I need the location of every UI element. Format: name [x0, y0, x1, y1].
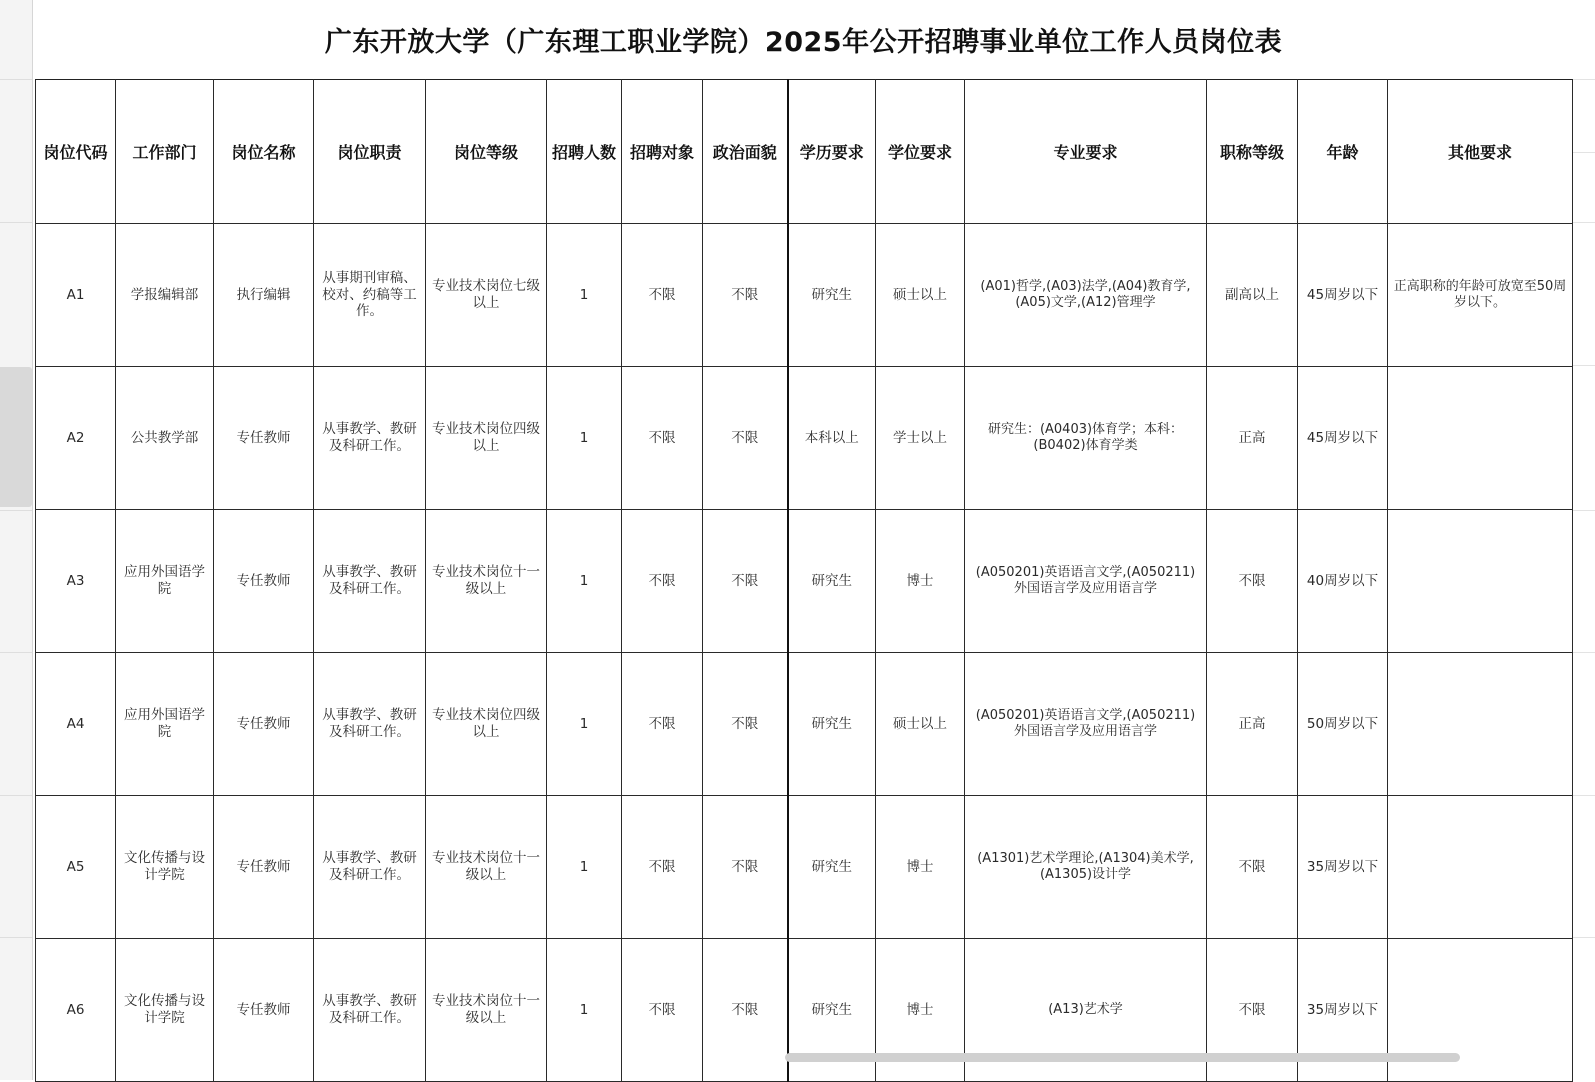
column-header[interactable]: 岗位代码: [36, 80, 116, 224]
cell-headcount[interactable]: 1: [547, 224, 622, 367]
cell-age[interactable]: 50周岁以下: [1298, 653, 1388, 796]
column-header[interactable]: 岗位名称: [214, 80, 314, 224]
table-row: [36, 224, 1573, 367]
cell-position-name[interactable]: 专任教师: [214, 796, 314, 939]
cell-title-level[interactable]: 正高: [1207, 653, 1298, 796]
rail-divider: [1572, 795, 1595, 796]
cell-position-name[interactable]: 专任教师: [214, 653, 314, 796]
cell-target[interactable]: 不限: [622, 796, 703, 939]
cell-target[interactable]: 不限: [622, 939, 703, 1082]
header-row: [36, 80, 1573, 224]
cell-degree[interactable]: 博士: [876, 796, 965, 939]
cell-education[interactable]: 研究生: [788, 653, 876, 796]
cell-other[interactable]: [1388, 653, 1573, 796]
cell-major[interactable]: (A1301)艺术学理论,(A1304)美术学,(A1305)设计学: [965, 796, 1207, 939]
rail-divider: [0, 510, 32, 511]
cell-duty[interactable]: 从事期刊审稿、校对、约稿等工作。: [314, 224, 426, 367]
rail-divider: [1572, 365, 1595, 366]
cell-position-code[interactable]: A6: [36, 939, 116, 1082]
cell-target[interactable]: 不限: [622, 367, 703, 510]
table-row: [36, 653, 1573, 796]
cell-position-code[interactable]: A2: [36, 367, 116, 510]
cell-political[interactable]: 不限: [703, 510, 788, 653]
cell-major[interactable]: 研究生：(A0403)体育学；本科：(B0402)体育学类: [965, 367, 1207, 510]
column-header[interactable]: 政治面貌: [703, 80, 788, 224]
cell-headcount[interactable]: 1: [547, 510, 622, 653]
cell-department[interactable]: 学报编辑部: [116, 224, 214, 367]
cell-major[interactable]: (A13)艺术学: [965, 939, 1207, 1082]
cell-department[interactable]: 公共教学部: [116, 367, 214, 510]
column-header[interactable]: 职称等级: [1207, 80, 1298, 224]
cell-political[interactable]: 不限: [703, 939, 788, 1082]
rail-divider: [0, 937, 32, 938]
cell-target[interactable]: 不限: [622, 653, 703, 796]
rail-divider: [1572, 222, 1595, 223]
cell-grade[interactable]: 专业技术岗位四级以上: [426, 653, 547, 796]
cell-education[interactable]: 研究生: [788, 224, 876, 367]
cell-department[interactable]: 文化传播与设计学院: [116, 796, 214, 939]
column-header[interactable]: 其他要求: [1388, 80, 1573, 224]
cell-degree[interactable]: 硕士以上: [876, 224, 965, 367]
cell-duty[interactable]: 从事教学、教研及科研工作。: [314, 510, 426, 653]
table-row: [36, 796, 1573, 939]
cell-position-name[interactable]: 专任教师: [214, 939, 314, 1082]
rail-divider: [1572, 652, 1595, 653]
cell-education[interactable]: 研究生: [788, 796, 876, 939]
sheet-title[interactable]: 广东开放大学（广东理工职业学院）2025年公开招聘事业单位工作人员岗位表: [35, 0, 1572, 80]
cell-age[interactable]: 35周岁以下: [1298, 796, 1388, 939]
cell-age[interactable]: 40周岁以下: [1298, 510, 1388, 653]
cell-political[interactable]: 不限: [703, 653, 788, 796]
cell-degree[interactable]: 硕士以上: [876, 653, 965, 796]
rail-divider: [1572, 937, 1595, 938]
cell-major[interactable]: (A050201)英语语言文学,(A050211)外国语言学及应用语言学: [965, 653, 1207, 796]
cell-age[interactable]: 35周岁以下: [1298, 939, 1388, 1082]
cell-degree[interactable]: 博士: [876, 939, 965, 1082]
cell-duty[interactable]: 从事教学、教研及科研工作。: [314, 367, 426, 510]
cell-degree[interactable]: 学士以上: [876, 367, 965, 510]
cell-other[interactable]: [1388, 796, 1573, 939]
rail-divider: [0, 795, 32, 796]
cell-education[interactable]: 本科以上: [788, 367, 876, 510]
cell-title-level[interactable]: 正高: [1207, 367, 1298, 510]
cell-other[interactable]: [1388, 367, 1573, 510]
cell-grade[interactable]: 专业技术岗位七级以上: [426, 224, 547, 367]
cell-other[interactable]: [1388, 510, 1573, 653]
cell-age[interactable]: 45周岁以下: [1298, 367, 1388, 510]
cell-grade[interactable]: 专业技术岗位十一级以上: [426, 510, 547, 653]
cell-department[interactable]: 应用外国语学院: [116, 653, 214, 796]
cell-department[interactable]: 文化传播与设计学院: [116, 939, 214, 1082]
cell-duty[interactable]: 从事教学、教研及科研工作。: [314, 653, 426, 796]
cell-grade[interactable]: 专业技术岗位十一级以上: [426, 796, 547, 939]
cell-duty[interactable]: 从事教学、教研及科研工作。: [314, 796, 426, 939]
cell-title-level[interactable]: 副高以上: [1207, 224, 1298, 367]
cell-grade[interactable]: 专业技术岗位十一级以上: [426, 939, 547, 1082]
cell-position-code[interactable]: A4: [36, 653, 116, 796]
cell-target[interactable]: 不限: [622, 224, 703, 367]
rail-divider: [0, 652, 32, 653]
cell-degree[interactable]: 博士: [876, 510, 965, 653]
cell-department[interactable]: 应用外国语学院: [116, 510, 214, 653]
cell-title-level[interactable]: 不限: [1207, 939, 1298, 1082]
column-header[interactable]: 招聘对象: [622, 80, 703, 224]
cell-political[interactable]: 不限: [703, 224, 788, 367]
cell-grade[interactable]: 专业技术岗位四级以上: [426, 367, 547, 510]
horizontal-scrollbar[interactable]: [785, 1053, 1460, 1062]
column-header[interactable]: 年龄: [1298, 80, 1388, 224]
spreadsheet: [35, 0, 1572, 1080]
cell-position-name[interactable]: 专任教师: [214, 510, 314, 653]
table-row: [36, 367, 1573, 510]
cell-position-name[interactable]: 执行编辑: [214, 224, 314, 367]
table-row: [36, 510, 1573, 653]
column-header[interactable]: 专业要求: [965, 80, 1207, 224]
cell-duty[interactable]: 从事教学、教研及科研工作。: [314, 939, 426, 1082]
rail-divider: [1572, 79, 1595, 80]
row-resize-handle[interactable]: [0, 367, 32, 507]
cell-age[interactable]: 45周岁以下: [1298, 224, 1388, 367]
cell-education[interactable]: 研究生: [788, 510, 876, 653]
cell-political[interactable]: 不限: [703, 796, 788, 939]
cell-title-level[interactable]: 不限: [1207, 510, 1298, 653]
cell-position-code[interactable]: A5: [36, 796, 116, 939]
cell-major[interactable]: (A050201)英语语言文学,(A050211)外国语言学及应用语言学: [965, 510, 1207, 653]
column-header[interactable]: 岗位职责: [314, 80, 426, 224]
rail-divider: [1572, 510, 1595, 511]
cell-headcount[interactable]: 1: [547, 939, 622, 1082]
cell-position-code[interactable]: A1: [36, 224, 116, 367]
column-header[interactable]: 岗位等级: [426, 80, 547, 224]
rail-divider: [1572, 152, 1595, 153]
cell-position-name[interactable]: 专任教师: [214, 367, 314, 510]
cell-education[interactable]: 研究生: [788, 939, 876, 1082]
positions-table: [35, 79, 1573, 1082]
cell-title-level[interactable]: 不限: [1207, 796, 1298, 939]
cell-headcount[interactable]: 1: [547, 367, 622, 510]
rail-divider: [0, 222, 32, 223]
column-header[interactable]: 学位要求: [876, 80, 965, 224]
cell-political[interactable]: 不限: [703, 367, 788, 510]
right-margin: [1572, 0, 1595, 1080]
cell-target[interactable]: 不限: [622, 510, 703, 653]
column-header[interactable]: 学历要求: [788, 80, 876, 224]
column-header[interactable]: 工作部门: [116, 80, 214, 224]
cell-headcount[interactable]: 1: [547, 653, 622, 796]
cell-position-code[interactable]: A3: [36, 510, 116, 653]
rail-divider: [0, 79, 32, 80]
cell-headcount[interactable]: 1: [547, 796, 622, 939]
cell-other[interactable]: 正高职称的年龄可放宽至50周岁以下。: [1388, 224, 1573, 367]
row-header-rail: [0, 0, 33, 1080]
column-header[interactable]: 招聘人数: [547, 80, 622, 224]
cell-major[interactable]: (A01)哲学,(A03)法学,(A04)教育学,(A05)文学,(A12)管理学: [965, 224, 1207, 367]
